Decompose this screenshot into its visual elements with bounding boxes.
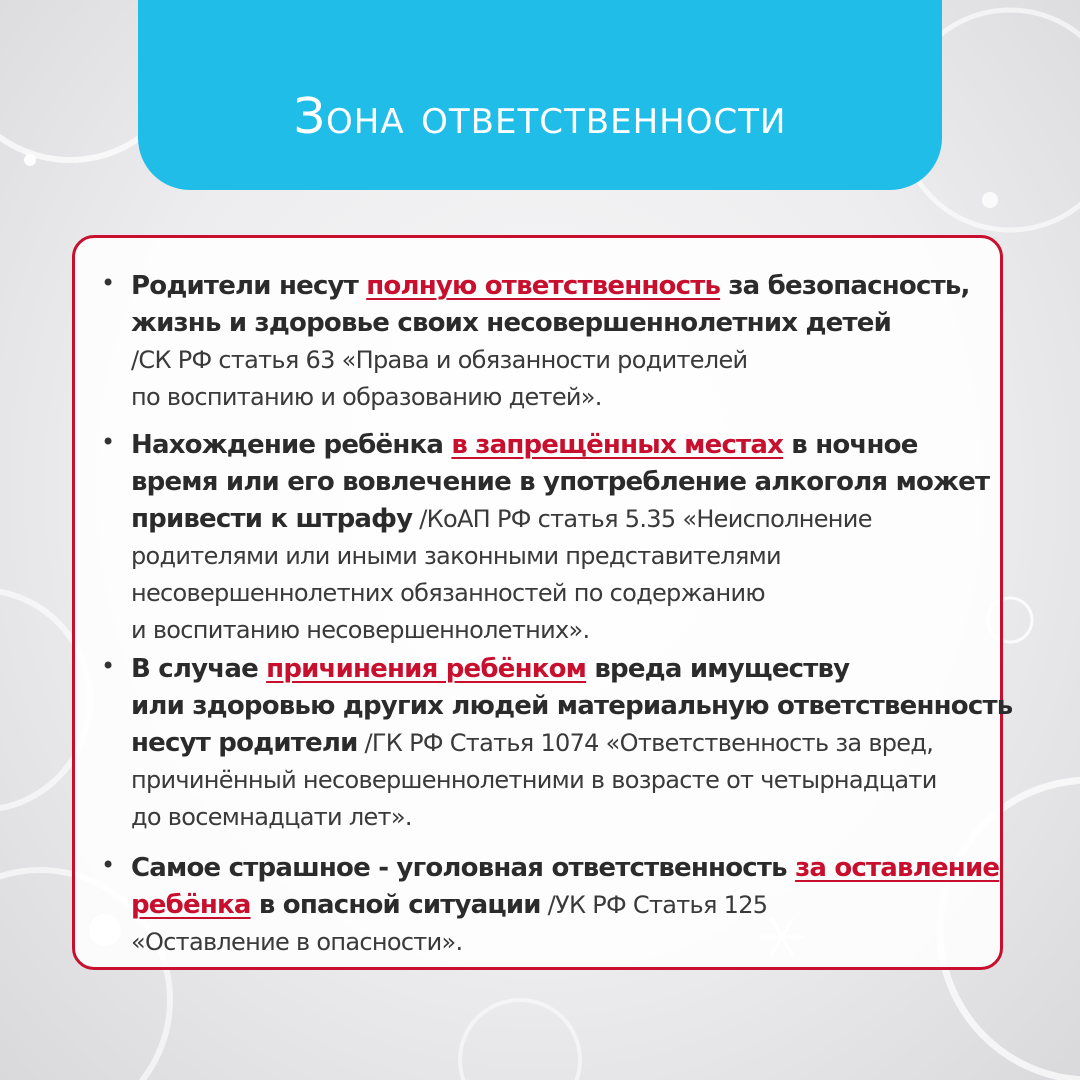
item-line: до восемнадцати лет». [131, 803, 412, 831]
title-banner [138, 0, 942, 190]
item-line: или здоровью других людей материальную ответственность [131, 691, 1013, 721]
bubble-decoration [982, 192, 998, 208]
item-line: причинённый несовершеннолетними в возрасте от четырнадцати [131, 766, 937, 794]
info-card [72, 235, 1013, 970]
item-line: несут родители /ГК РФ Статья 1074 «Ответственность за вред, [131, 728, 934, 758]
bullet-icon: • [101, 428, 116, 456]
item-line: Нахождение ребёнка в запрещённых местах в ночное [131, 430, 918, 460]
bullet-icon: • [101, 652, 116, 680]
item-line: ребёнка в опасной ситуации /УК РФ Статья 125 [131, 890, 768, 920]
bubble-decoration [24, 154, 36, 166]
list-item [101, 850, 1001, 961]
item-line: время или его вовлечение в употребление алкоголя может [131, 467, 990, 497]
bullet-icon: • [101, 851, 116, 879]
bubble-decoration [460, 1000, 580, 1080]
bullet-icon: • [101, 269, 116, 297]
item-line: Самое страшное - уголовная ответственность за оставление [131, 853, 1000, 883]
highlight-link: ребёнка [131, 890, 251, 920]
item-line: В случае причинения ребёнком вреда имуществу [131, 654, 850, 684]
highlight-link: причинения ребёнком [266, 654, 587, 684]
item-line: привести к штрафу /КоАП РФ статья 5.35 «Неисполнение [131, 504, 872, 534]
item-line: «Оставление в опасности». [131, 928, 463, 956]
item-line: /СК РФ статья 63 «Права и обязанности родителей [131, 346, 748, 374]
list-item [101, 651, 1013, 836]
list-item [101, 268, 1001, 416]
highlight-link: полную ответственность [366, 271, 721, 301]
list-item [101, 427, 1001, 649]
highlight-link: за оставление [795, 853, 1000, 883]
item-line: жизнь и здоровье своих несовершеннолетних детей [131, 308, 892, 338]
page-title: Зона ответственности [293, 88, 787, 145]
item-line: Родители несут полную ответственность за безопасность, [131, 271, 970, 301]
highlight-link: в запрещённых местах [451, 430, 784, 460]
item-line: несовершеннолетних обязанностей по содержанию [131, 579, 765, 607]
item-line: родителями или иными законными представителями [131, 542, 781, 570]
item-line: и воспитанию несовершеннолетних». [131, 616, 590, 644]
item-line: по воспитанию и образованию детей». [131, 383, 602, 411]
